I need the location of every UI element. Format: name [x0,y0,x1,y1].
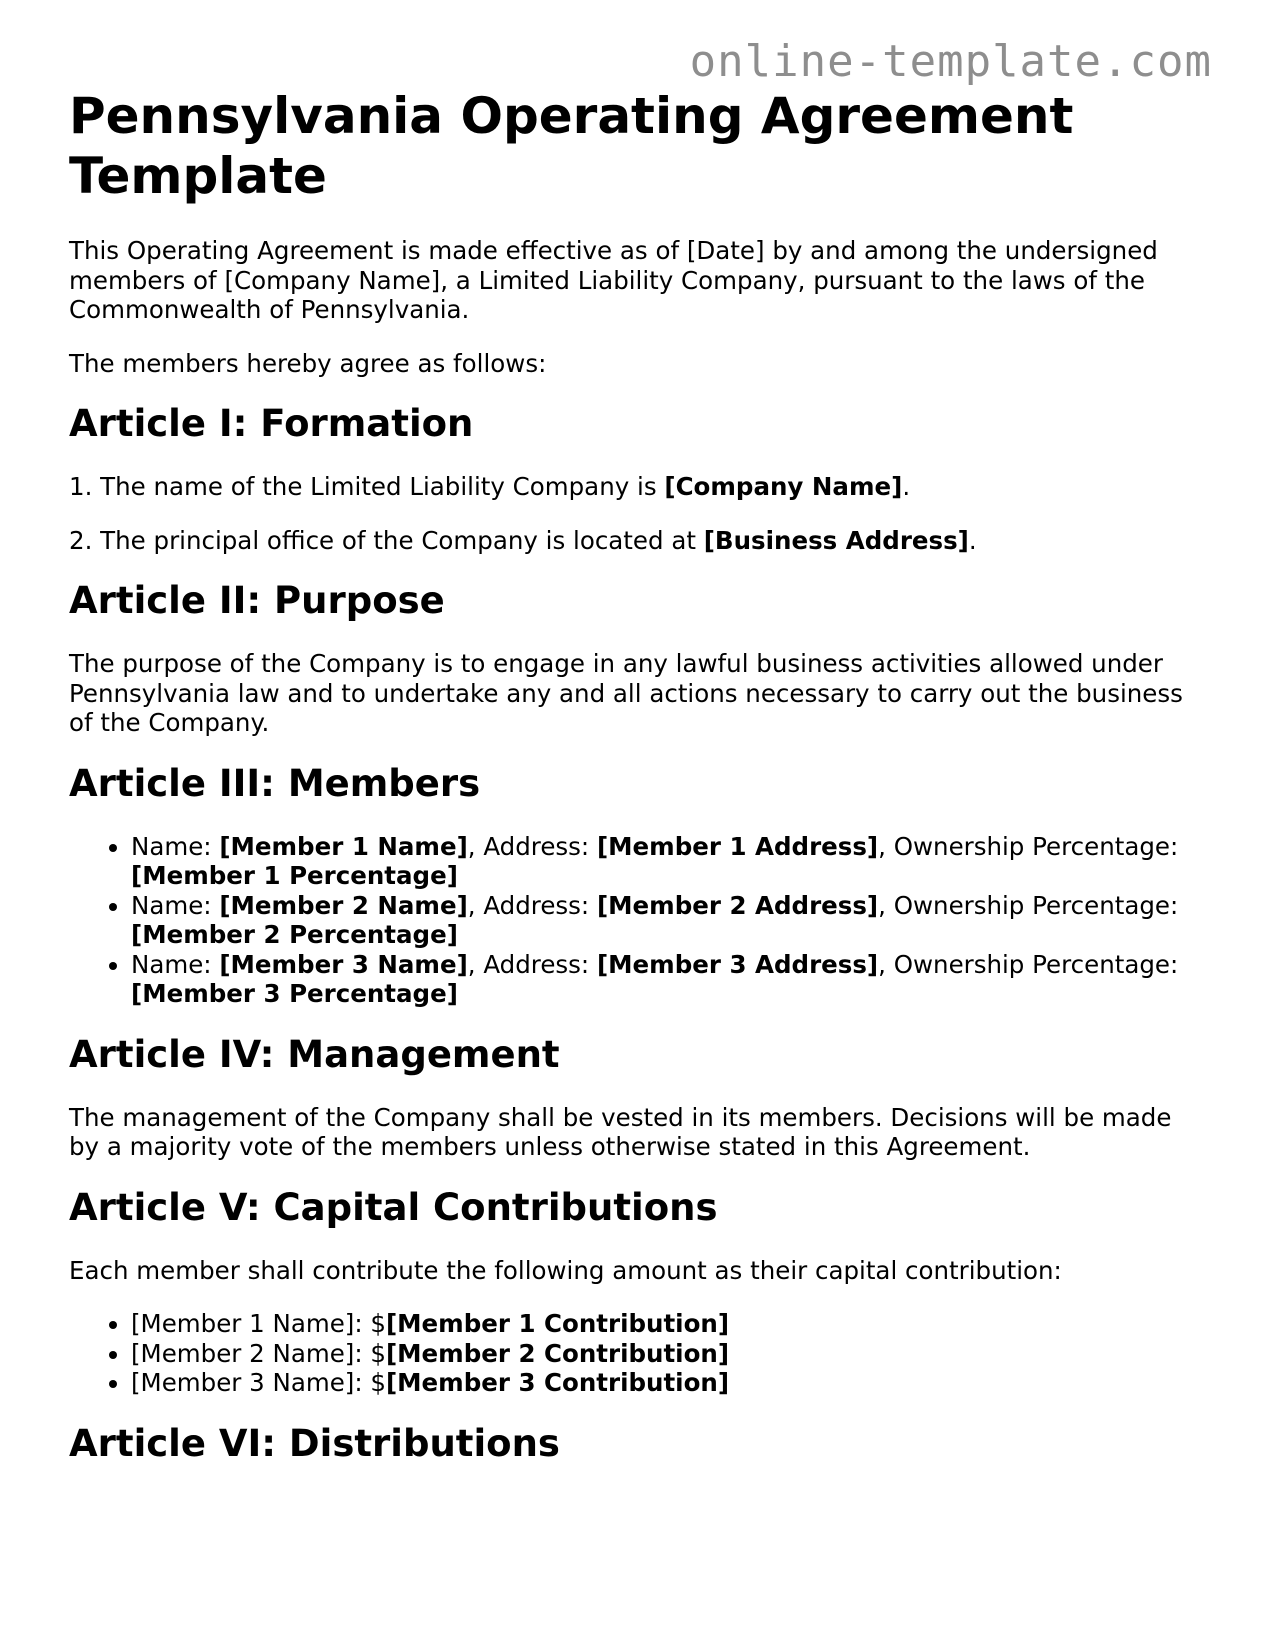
management-paragraph: The management of the Company shall be vested in its members. Decisions will be made by a majority vote of the members unless otherwise stated in this Agreement. [69,1102,1172,1161]
member-percentage-field: [Member 3 Percentage] [131,979,458,1008]
member-name-field: [Member 3 Name] [219,949,468,979]
company-name-field: [Company Name] [664,472,903,501]
name-label: Name: [131,949,220,979]
article-6-heading: Article VI: Distributions [69,1421,560,1465]
address-label: , Address: [467,890,597,920]
member-percentage-field: [Member 2 Percentage] [131,920,458,949]
contributions-list [69,1309,1209,1398]
member-address-field: [Member 3 Address] [596,949,879,979]
agreement-statement: The members hereby agree as follows: [69,348,547,378]
article-1-heading: Article I: Formation [69,402,474,445]
article-2-heading: Article II: Purpose [69,579,445,622]
watermark: online-template.com [689,36,1212,87]
contribution-amount-field: [Member 1 Contribution] [385,1309,730,1338]
intro-paragraph: This Operating Agreement is made effective as of [Date] by and among the undersigned members of [Company Name], a Limited Liability Company, pursuant to the laws of the Commonwealth of Pennsylvania. [69,236,1158,324]
member-item [131,832,1209,891]
formation-item-2-end: . [968,525,977,555]
article-3-heading: Article III: Members [69,761,481,805]
business-address-field: [Business Address] [703,525,969,555]
formation-item-1 [69,472,1209,502]
purpose-paragraph: The purpose of the Company is to engage in any lawful business activities allowed under Pennsylvania law and to undertake any and all actions necessary to carry out the business of the Company. [69,649,1183,737]
formation-item-2-text: 2. The principal office of the Company is located at [69,525,704,555]
contribution-item [131,1339,1209,1369]
ownership-label: , Ownership Percentage: [878,949,1179,979]
contribution-amount-field: [Member 3 Contribution] [385,1368,730,1397]
document-page [69,86,1209,1492]
name-label: Name: [131,831,220,861]
name-label: Name: [131,890,220,920]
address-label: , Address: [467,949,597,979]
article-4-heading: Article IV: Management [69,1032,560,1076]
contribution-amount-field: [Member 2 Contribution] [385,1338,730,1368]
contribution-member: [Member 1 Name]: $ [131,1309,386,1338]
ownership-label: , Ownership Percentage: [878,890,1179,920]
member-name-field: [Member 2 Name] [219,890,468,920]
ownership-label: , Ownership Percentage: [878,831,1179,861]
contribution-member: [Member 2 Name]: $ [131,1338,386,1368]
article-5-heading: Article V: Capital Contributions [69,1185,718,1229]
member-address-field: [Member 2 Address] [596,890,879,920]
member-name-field: [Member 1 Name] [219,831,468,861]
member-item [131,891,1209,950]
contribution-member: [Member 3 Name]: $ [131,1368,386,1397]
contributions-intro: Each member shall contribute the following amount as their capital contribution: [69,1255,1062,1285]
contribution-item [131,1309,1209,1339]
members-list [69,832,1209,1009]
document-title: Pennsylvania Operating Agreement Template [69,87,1074,205]
member-address-field: [Member 1 Address] [596,831,879,861]
contribution-item [131,1368,1209,1398]
member-item [131,950,1209,1009]
member-percentage-field: [Member 1 Percentage] [131,861,458,890]
formation-item-2 [69,526,1209,556]
formation-item-1-end: . [902,472,911,501]
formation-item-1-text: 1. The name of the Limited Liability Company is [69,472,665,501]
address-label: , Address: [467,831,597,861]
